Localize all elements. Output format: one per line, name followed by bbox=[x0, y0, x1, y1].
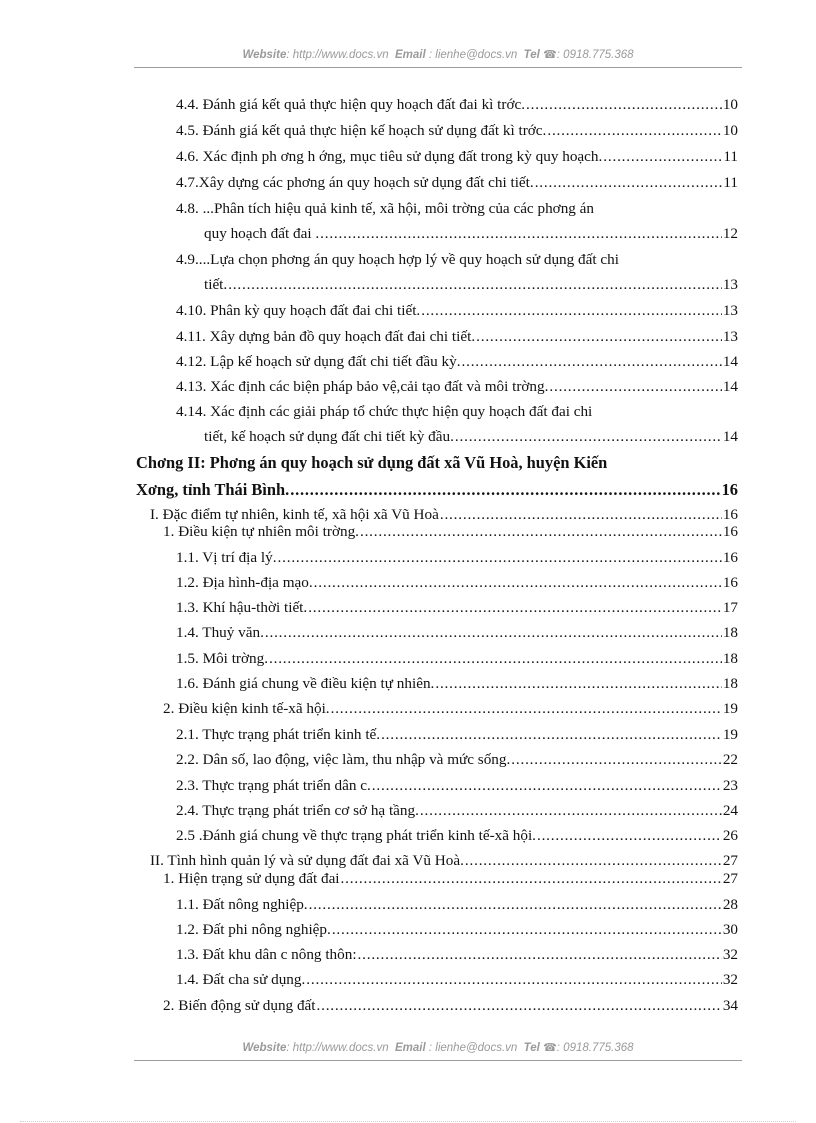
toc-entry: 2.2. Dân số, lao động, việc làm, thu nhập và mức sống. ..... 22 bbox=[176, 751, 738, 769]
toc-entry: 2. Biến động sử dụng đất ..... 34 bbox=[163, 997, 738, 1015]
toc-entry: 4.13. Xác định các biện pháp bảo vệ,cải tạo đất và môi trờng. ..... 14 bbox=[176, 378, 738, 396]
toc-entry: 4.12. Lập kế hoạch sử dụng đất chi tiết đầu kỳ. ..... 14 bbox=[176, 353, 738, 371]
toc-entry: 1.4. Thuỷ văn. ..... 18 bbox=[176, 624, 738, 642]
footer-tel-value: : 0918.775.368 bbox=[556, 1042, 634, 1054]
toc-entry: 1.5. Môi trờng. ..... 18 bbox=[176, 650, 738, 668]
page-bottom-edge bbox=[20, 1121, 796, 1122]
toc-entry: 4.4. Đánh giá kết quả thực hiện quy hoạch đất đai kì trớc. ..... 10 bbox=[176, 96, 738, 114]
footer-tel-label: Tel bbox=[523, 1042, 540, 1054]
footer-website-label: Website bbox=[242, 1042, 287, 1054]
toc-entry: tiết, kế hoạch sử dụng đất chi tiết kỳ đầu. ..... 14 bbox=[204, 428, 738, 446]
toc-entry: 2.4. Thực trạng phát triển cơ sở hạ tầng. ..... 24 bbox=[176, 802, 738, 820]
toc-entry: 1.4. Đất cha sử dụng. ..... 32 bbox=[176, 971, 738, 989]
footer-website-value: : http://www.docs.vn bbox=[286, 1042, 389, 1054]
toc-entry-line: 4.14. Xác định các giải pháp tổ chức thực hiện quy hoạch đất đai chi bbox=[176, 403, 593, 420]
footer-email-value: : lienhe@docs.vn bbox=[428, 1042, 518, 1054]
toc-entry: 2.5 .Đánh giá chung về thực trạng phát triển kinh tế-xã hội. ..... 26 bbox=[176, 827, 738, 845]
phone-icon: ☎ bbox=[543, 49, 557, 61]
chapter-heading-line: Chơng II: Phơng án quy hoạch sử dụng đất xã Vũ Hoà, huyện Kiến bbox=[136, 453, 608, 472]
toc-entry: quy hoạch đất đai . ..... 12 bbox=[204, 225, 738, 243]
header-rule bbox=[134, 67, 742, 68]
toc-entry: 1.3. Khí hậu-thời tiết. ..... 17 bbox=[176, 599, 738, 617]
toc-entry: 1.1. Vị trí địa lý. ..... 16 bbox=[176, 549, 738, 567]
toc-entry: 4.10. Phân kỳ quy hoạch đất đai chi tiết. ..... 13 bbox=[176, 302, 738, 320]
header-tel-value: : 0918.775.368 bbox=[556, 49, 634, 61]
toc-entry: 2.3. Thực trạng phát triển dân c. ..... 23 bbox=[176, 777, 738, 795]
toc-entry: 1.2. Địa hình-địa mạo. ..... 16 bbox=[176, 574, 738, 592]
toc-entry: 1.2. Đất phi nông nghiệp. ..... 30 bbox=[176, 921, 738, 939]
toc-entry: 2.1. Thực trạng phát triển kinh tế. ..... 19 bbox=[176, 726, 738, 744]
toc-entry: I. Đặc điểm tự nhiên, kinh tế, xã hội xã Vũ Hoà ..... 16 bbox=[150, 506, 738, 524]
toc-entry-line: 4.8. ...Phân tích hiệu quả kinh tế, xã hội, môi trờng của các phơng án bbox=[176, 200, 595, 217]
toc-entry: 4.5. Đánh giá kết quả thực hiện kế hoạch sử dụng đất kì trớc. ..... 10 bbox=[176, 122, 738, 140]
toc-entry: 4.6. Xác định ph ơng h ớng, mục tiêu sử dụng đất trong kỳ quy hoạch. ..... 11 bbox=[176, 148, 738, 166]
toc-entry: 2. Điều kiện kinh tế-xã hội. ..... 19 bbox=[163, 700, 738, 718]
header-tel-label: Tel bbox=[523, 49, 540, 61]
page-footer bbox=[134, 1041, 742, 1054]
toc-entry: 1.3. Đất khu dân c nông thôn: ..... 32 bbox=[176, 946, 738, 964]
toc-entry: 1.1. Đất nông nghiệp. ..... 28 bbox=[176, 896, 738, 914]
toc-entry: II. Tình hình quản lý và sử dụng đất đai xã Vũ Hoà. ..... 27 bbox=[150, 852, 738, 870]
page-header bbox=[134, 48, 742, 61]
header-email-label: Email bbox=[395, 49, 426, 61]
header-website-value: : http://www.docs.vn bbox=[286, 49, 389, 61]
footer-rule bbox=[134, 1060, 742, 1061]
toc-entry: 4.11. Xây dựng bản đồ quy hoạch đất đai chi tiết. ..... 13 bbox=[176, 328, 738, 346]
chapter-heading-entry: Xơng, tỉnh Thái Bình. ..... 16 bbox=[136, 480, 738, 500]
header-email-value: : lienhe@docs.vn bbox=[428, 49, 518, 61]
toc-entry: 1. Điều kiện tự nhiên môi trờng. ..... 16 bbox=[163, 523, 738, 541]
header-website-label: Website bbox=[242, 49, 287, 61]
toc-entry-line: 4.9....Lựa chọn phơng án quy hoạch hợp lý về quy hoạch sử dụng đất chi bbox=[176, 251, 619, 268]
toc-entry: 1.6. Đánh giá chung về điều kiện tự nhiên. ..... 18 bbox=[176, 675, 738, 693]
toc-entry: 4.7.Xây dựng các phơng án quy hoạch sử dụng đất chi tiết. ..... 11 bbox=[176, 174, 738, 192]
toc-entry: 1. Hiện trạng sử dụng đất đai ..... 27 bbox=[163, 870, 738, 888]
phone-icon: ☎ bbox=[543, 1042, 557, 1054]
footer-email-label: Email bbox=[395, 1042, 426, 1054]
toc-entry: tiết. ..... 13 bbox=[204, 276, 738, 294]
